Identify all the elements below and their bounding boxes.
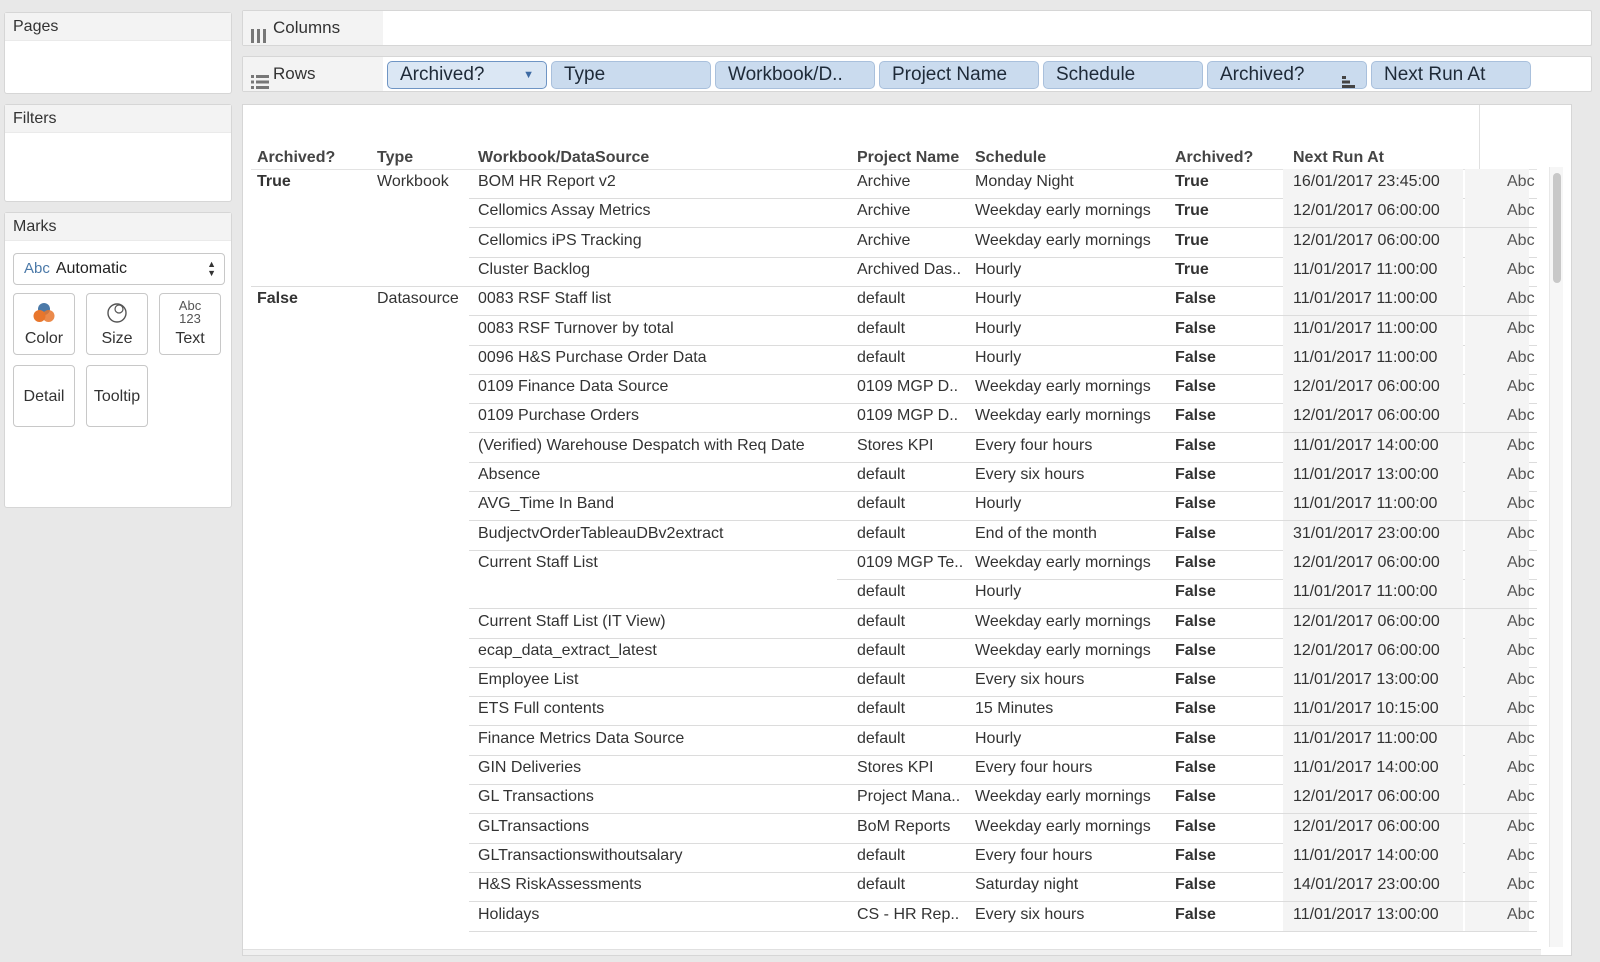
- table-row[interactable]: [243, 638, 1571, 668]
- vertical-scrollbar[interactable]: [1549, 167, 1563, 947]
- cell-workbook[interactable]: GL Transactions: [478, 788, 594, 806]
- cell-next-run[interactable]: 11/01/2017 11:00:00: [1283, 726, 1463, 756]
- cell-project[interactable]: default: [857, 671, 906, 689]
- table-row[interactable]: [243, 696, 1571, 726]
- table-row[interactable]: [243, 403, 1571, 433]
- cell-next-run[interactable]: 11/01/2017 11:00:00: [1283, 286, 1463, 316]
- color-button[interactable]: [13, 293, 75, 355]
- cell-archived[interactable]: False: [1175, 700, 1216, 718]
- cell-workbook[interactable]: GLTransactionswithoutsalary: [478, 846, 683, 864]
- cell-schedule[interactable]: Every six hours: [975, 905, 1085, 923]
- cell-next-run[interactable]: 11/01/2017 13:00:00: [1283, 902, 1463, 932]
- cell-workbook[interactable]: BOM HR Report v2: [478, 173, 616, 190]
- size-icon: [87, 300, 147, 326]
- table-row[interactable]: [243, 550, 1571, 580]
- cell-archived[interactable]: False: [1175, 524, 1216, 542]
- cell-next-run[interactable]: 14/01/2017 23:00:00: [1283, 872, 1463, 902]
- cell-archived[interactable]: True: [1175, 231, 1209, 249]
- cell-project[interactable]: 0109 MGP Te..: [857, 553, 964, 571]
- cell-workbook[interactable]: ecap_data_extract_latest: [478, 641, 657, 659]
- cell-project[interactable]: default: [857, 583, 906, 601]
- cell-abc: Abc: [1465, 550, 1529, 580]
- cell-next-run[interactable]: 11/01/2017 14:00:00: [1283, 843, 1463, 873]
- header-workbook-datasource[interactable]: Workbook/DataSource: [478, 149, 650, 166]
- cell-project[interactable]: CS - HR Rep..: [857, 905, 960, 923]
- cell-abc: Abc: [1465, 814, 1529, 844]
- table-row[interactable]: [243, 902, 1571, 932]
- cell-archived[interactable]: False: [1175, 583, 1216, 601]
- color-icon: [14, 300, 74, 326]
- size-button[interactable]: [86, 293, 148, 355]
- cell-project[interactable]: default: [857, 524, 906, 542]
- cell-schedule[interactable]: Every four hours: [975, 759, 1093, 776]
- cell-next-run[interactable]: 12/01/2017 06:00:00: [1283, 784, 1463, 814]
- cell-schedule[interactable]: Weekday early mornings: [975, 817, 1151, 835]
- cell-schedule[interactable]: Every six hours: [975, 671, 1085, 689]
- pill-archived-2[interactable]: Archived?: [1207, 61, 1367, 89]
- cell-project[interactable]: default: [857, 466, 906, 483]
- cell-schedule[interactable]: Hourly: [975, 495, 1022, 513]
- cell-workbook[interactable]: 0109 Finance Data Source: [478, 378, 669, 396]
- rows-shelf[interactable]: [242, 56, 1592, 92]
- scrollbar-thumb[interactable]: [1553, 173, 1561, 283]
- cell-abc: Abc: [1465, 638, 1529, 668]
- cell-next-run[interactable]: 12/01/2017 06:00:00: [1283, 403, 1463, 433]
- filters-title: Filters: [5, 105, 231, 133]
- cell-workbook[interactable]: 0083 RSF Turnover by total: [478, 319, 674, 337]
- cell-next-run[interactable]: 12/01/2017 06:00:00: [1283, 374, 1463, 404]
- cell-project[interactable]: Archive: [857, 173, 911, 190]
- cell-next-run[interactable]: 11/01/2017 13:00:00: [1283, 462, 1463, 492]
- cell-next-run[interactable]: 12/01/2017 06:00:00: [1283, 814, 1463, 844]
- cell-abc: Abc: [1465, 609, 1529, 639]
- cell-workbook[interactable]: ETS Full contents: [478, 700, 605, 718]
- cell-archived[interactable]: True: [1175, 202, 1209, 220]
- cell-workbook[interactable]: H&S RiskAssessments: [478, 876, 642, 894]
- pill-schedule[interactable]: Schedule: [1043, 61, 1203, 89]
- tooltip-button[interactable]: [86, 365, 148, 427]
- cell-abc: Abc: [1465, 286, 1529, 316]
- cell-project[interactable]: default: [857, 348, 906, 366]
- cell-next-run[interactable]: 11/01/2017 13:00:00: [1283, 667, 1463, 697]
- cell-abc: Abc: [1465, 784, 1529, 814]
- cell-schedule[interactable]: Weekday early mornings: [975, 612, 1151, 630]
- header-archived-2[interactable]: Archived?: [1175, 149, 1254, 166]
- cell-project[interactable]: Archived Das..: [857, 260, 962, 278]
- cell-workbook[interactable]: AVG_Time In Band: [478, 495, 615, 513]
- sort-icon: [1342, 70, 1356, 96]
- cell-workbook[interactable]: GLTransactions: [478, 817, 590, 835]
- group-type-datasource[interactable]: Datasource: [377, 290, 459, 308]
- cell-project[interactable]: default: [857, 495, 906, 513]
- cell-next-run[interactable]: 11/01/2017 11:00:00: [1283, 491, 1463, 521]
- cell-archived[interactable]: False: [1175, 553, 1216, 571]
- cell-schedule[interactable]: Hourly: [975, 583, 1022, 601]
- table-row[interactable]: [243, 784, 1571, 814]
- cell-project[interactable]: Archive: [857, 231, 911, 249]
- cell-project[interactable]: 0109 MGP D..: [857, 378, 959, 396]
- cell-schedule[interactable]: Weekday early mornings: [975, 231, 1151, 249]
- table-row[interactable]: [243, 316, 1571, 346]
- table-row[interactable]: [243, 491, 1571, 521]
- group-type-workbook[interactable]: Workbook: [377, 173, 449, 190]
- text-label: Text: [175, 330, 205, 347]
- cell-schedule[interactable]: Saturday night: [975, 876, 1079, 894]
- cell-project[interactable]: default: [857, 700, 906, 718]
- cell-project[interactable]: default: [857, 876, 906, 894]
- header-schedule[interactable]: Schedule: [975, 149, 1047, 166]
- cell-abc: Abc: [1465, 579, 1529, 609]
- cell-schedule[interactable]: End of the month: [975, 524, 1097, 542]
- cell-schedule[interactable]: Hourly: [975, 729, 1022, 747]
- cell-schedule[interactable]: Weekday early mornings: [975, 788, 1151, 806]
- cell-next-run[interactable]: 12/01/2017 06:00:00: [1283, 550, 1463, 580]
- cell-schedule[interactable]: Weekday early mornings: [975, 378, 1151, 396]
- cell-schedule[interactable]: Weekday early mornings: [975, 407, 1151, 425]
- cell-schedule[interactable]: Every four hours: [975, 846, 1093, 864]
- cell-abc: Abc: [1465, 843, 1529, 873]
- cell-workbook[interactable]: (Verified) Warehouse Despatch with Req Date: [478, 436, 805, 454]
- cell-archived[interactable]: False: [1175, 846, 1216, 864]
- viz-table[interactable]: [242, 104, 1572, 956]
- cell-workbook[interactable]: [478, 579, 848, 609]
- group-archived-false[interactable]: False: [257, 290, 298, 308]
- cell-next-run[interactable]: 11/01/2017 10:15:00: [1283, 696, 1463, 726]
- detail-button[interactable]: [13, 365, 75, 427]
- text-button[interactable]: [159, 293, 221, 355]
- cell-project[interactable]: Stores KPI: [857, 759, 934, 776]
- table-row[interactable]: [243, 345, 1571, 375]
- dropdown-arrow-icon[interactable]: ▼: [523, 69, 534, 81]
- cell-abc: Abc: [1465, 228, 1529, 258]
- cell-project[interactable]: BoM Reports: [857, 817, 951, 835]
- marks-card: [4, 212, 232, 508]
- cell-project[interactable]: default: [857, 612, 906, 630]
- cell-archived[interactable]: False: [1175, 788, 1216, 806]
- cell-workbook[interactable]: Holidays: [478, 905, 540, 923]
- cell-workbook[interactable]: Absence: [478, 466, 541, 483]
- cell-workbook[interactable]: 0096 H&S Purchase Order Data: [478, 348, 707, 366]
- cell-next-run[interactable]: 11/01/2017 11:00:00: [1283, 345, 1463, 375]
- cell-workbook[interactable]: GIN Deliveries: [478, 759, 582, 776]
- cell-archived[interactable]: False: [1175, 641, 1216, 659]
- cell-project[interactable]: Stores KPI: [857, 436, 934, 454]
- cell-abc: Abc: [1465, 521, 1529, 551]
- table-row[interactable]: [243, 521, 1571, 551]
- pages-title: Pages: [5, 13, 231, 41]
- table-row[interactable]: [243, 198, 1571, 228]
- pill-archived[interactable]: Archived? ▼: [387, 61, 547, 89]
- column-separator: [1479, 105, 1480, 169]
- cell-workbook[interactable]: Current Staff List (IT View): [478, 612, 666, 630]
- cell-schedule[interactable]: Hourly: [975, 290, 1022, 308]
- table-row[interactable]: [243, 169, 1571, 199]
- color-label: Color: [24, 330, 64, 347]
- cell-workbook[interactable]: Employee List: [478, 671, 579, 689]
- cell-workbook[interactable]: Cellomics Assay Metrics: [478, 202, 651, 220]
- header-project-name[interactable]: Project Name: [857, 149, 960, 166]
- table-row[interactable]: [243, 872, 1571, 902]
- columns-shelf[interactable]: [242, 10, 1592, 46]
- table-row[interactable]: [243, 814, 1571, 844]
- cell-archived[interactable]: False: [1175, 319, 1216, 337]
- table-row[interactable]: [243, 433, 1571, 463]
- cell-archived[interactable]: False: [1175, 671, 1216, 689]
- cell-archived[interactable]: False: [1175, 466, 1216, 483]
- cell-next-run[interactable]: 16/01/2017 23:45:00: [1283, 169, 1463, 199]
- cell-next-run[interactable]: 12/01/2017 06:00:00: [1283, 228, 1463, 258]
- mark-type-dropdown[interactable]: [13, 253, 225, 285]
- cell-workbook[interactable]: Cellomics iPS Tracking: [478, 231, 642, 249]
- cell-project[interactable]: 0109 MGP D..: [857, 407, 959, 425]
- cell-schedule[interactable]: Weekday early mornings: [975, 202, 1151, 220]
- cell-archived[interactable]: False: [1175, 407, 1216, 425]
- table-row[interactable]: [243, 462, 1571, 492]
- cell-abc: Abc: [1465, 345, 1529, 375]
- cell-archived[interactable]: False: [1175, 817, 1216, 835]
- table-row[interactable]: [243, 609, 1571, 639]
- header-archived[interactable]: Archived?: [257, 149, 336, 166]
- cell-schedule[interactable]: Every four hours: [975, 436, 1093, 454]
- cell-next-run[interactable]: 12/01/2017 06:00:00: [1283, 638, 1463, 668]
- cell-abc: Abc: [1465, 433, 1529, 463]
- pill-project-name[interactable]: Project Name: [879, 61, 1039, 89]
- row-divider: [469, 931, 1537, 932]
- cell-abc: Abc: [1465, 755, 1529, 785]
- cell-schedule[interactable]: Hourly: [975, 348, 1022, 366]
- filters-card[interactable]: [4, 104, 232, 202]
- cell-abc: Abc: [1465, 667, 1529, 697]
- pages-card[interactable]: [4, 12, 232, 94]
- table-row[interactable]: [243, 579, 1571, 609]
- text-icon: Abc 123: [178, 298, 202, 326]
- cell-archived[interactable]: False: [1175, 876, 1216, 894]
- cell-abc: Abc: [1465, 491, 1529, 521]
- table-row[interactable]: [243, 286, 1571, 316]
- table-row[interactable]: [243, 843, 1571, 873]
- cell-archived[interactable]: True: [1175, 260, 1209, 278]
- cell-abc: Abc: [1465, 462, 1529, 492]
- marks-title: Marks: [5, 213, 231, 241]
- cell-workbook[interactable]: 0109 Purchase Orders: [478, 407, 639, 425]
- group-archived-true[interactable]: True: [257, 173, 291, 190]
- cell-schedule[interactable]: Every six hours: [975, 466, 1085, 483]
- cell-schedule[interactable]: 15 Minutes: [975, 700, 1054, 718]
- cell-next-run[interactable]: 11/01/2017 11:00:00: [1283, 257, 1463, 287]
- cell-workbook[interactable]: Cluster Backlog: [478, 260, 591, 278]
- cell-archived[interactable]: False: [1175, 612, 1216, 630]
- cell-project[interactable]: default: [857, 641, 906, 659]
- cell-next-run[interactable]: 12/01/2017 06:00:00: [1283, 198, 1463, 228]
- table-row[interactable]: [243, 257, 1571, 287]
- cell-workbook[interactable]: Current Staff List: [478, 553, 598, 571]
- cell-next-run[interactable]: 11/01/2017 11:00:00: [1283, 316, 1463, 346]
- cell-next-run[interactable]: 11/01/2017 11:00:00: [1283, 579, 1463, 609]
- cell-project[interactable]: Archive: [857, 202, 911, 220]
- header-next-run-at[interactable]: Next Run At: [1293, 149, 1384, 166]
- cell-abc: Abc: [1465, 257, 1529, 287]
- cell-project[interactable]: default: [857, 290, 906, 308]
- cell-archived[interactable]: False: [1175, 378, 1216, 396]
- cell-abc: Abc: [1465, 726, 1529, 756]
- pill-next-run-at[interactable]: Next Run At: [1371, 61, 1531, 89]
- cell-archived[interactable]: False: [1175, 290, 1216, 308]
- horizontal-scrollbar[interactable]: [243, 949, 1541, 955]
- cell-abc: Abc: [1465, 169, 1529, 199]
- pill-type[interactable]: Type: [551, 61, 711, 89]
- cell-abc: Abc: [1465, 316, 1529, 346]
- cell-abc: Abc: [1465, 696, 1529, 726]
- mark-type-abc-icon: Abc: [24, 260, 50, 277]
- cell-next-run[interactable]: 11/01/2017 14:00:00: [1283, 755, 1463, 785]
- updown-arrows-icon: ▲ ▼: [207, 259, 216, 278]
- cell-schedule[interactable]: Hourly: [975, 319, 1022, 337]
- cell-project[interactable]: default: [857, 729, 906, 747]
- rows-shelf-label: Rows: [243, 57, 383, 91]
- cell-project[interactable]: default: [857, 846, 906, 864]
- table-row[interactable]: [243, 374, 1571, 404]
- cell-archived[interactable]: False: [1175, 905, 1216, 923]
- rows-icon: [251, 67, 269, 101]
- cell-archived[interactable]: False: [1175, 436, 1216, 454]
- mark-type-value: Automatic: [55, 260, 127, 277]
- pill-workbook-datasource[interactable]: Workbook/D..: [715, 61, 875, 89]
- tooltip-label: Tooltip: [93, 388, 141, 405]
- cell-next-run[interactable]: 11/01/2017 14:00:00: [1283, 433, 1463, 463]
- cell-archived[interactable]: False: [1175, 495, 1216, 513]
- cell-project[interactable]: default: [857, 319, 906, 337]
- table-row[interactable]: [243, 667, 1571, 697]
- columns-icon: [251, 21, 267, 55]
- cell-archived[interactable]: False: [1175, 759, 1216, 776]
- header-type[interactable]: Type: [377, 149, 414, 166]
- size-label: Size: [101, 330, 133, 347]
- cell-abc: Abc: [1465, 872, 1529, 902]
- cell-workbook[interactable]: 0083 RSF Staff list: [478, 290, 612, 308]
- detail-label: Detail: [23, 388, 65, 405]
- cell-abc: Abc: [1465, 902, 1529, 932]
- cell-schedule[interactable]: Hourly: [975, 260, 1022, 278]
- cell-archived[interactable]: False: [1175, 729, 1216, 747]
- cell-next-run[interactable]: 12/01/2017 06:00:00: [1283, 609, 1463, 639]
- cell-archived[interactable]: True: [1175, 173, 1209, 190]
- cell-next-run[interactable]: 31/01/2017 23:00:00: [1283, 521, 1463, 551]
- columns-shelf-label: Columns: [243, 11, 383, 45]
- cell-abc: Abc: [1465, 374, 1529, 404]
- cell-schedule[interactable]: Monday Night: [975, 173, 1074, 190]
- table-row[interactable]: [243, 228, 1571, 258]
- cell-project[interactable]: Project Mana..: [857, 788, 961, 806]
- cell-schedule[interactable]: Weekday early mornings: [975, 553, 1151, 571]
- cell-schedule[interactable]: Weekday early mornings: [975, 641, 1151, 659]
- cell-abc: Abc: [1465, 403, 1529, 433]
- cell-workbook[interactable]: BudjectvOrderTableauDBv2extract: [478, 524, 724, 542]
- cell-workbook[interactable]: Finance Metrics Data Source: [478, 729, 685, 747]
- cell-archived[interactable]: False: [1175, 348, 1216, 366]
- cell-abc: Abc: [1465, 198, 1529, 228]
- table-row[interactable]: [243, 755, 1571, 785]
- table-row[interactable]: [243, 726, 1571, 756]
